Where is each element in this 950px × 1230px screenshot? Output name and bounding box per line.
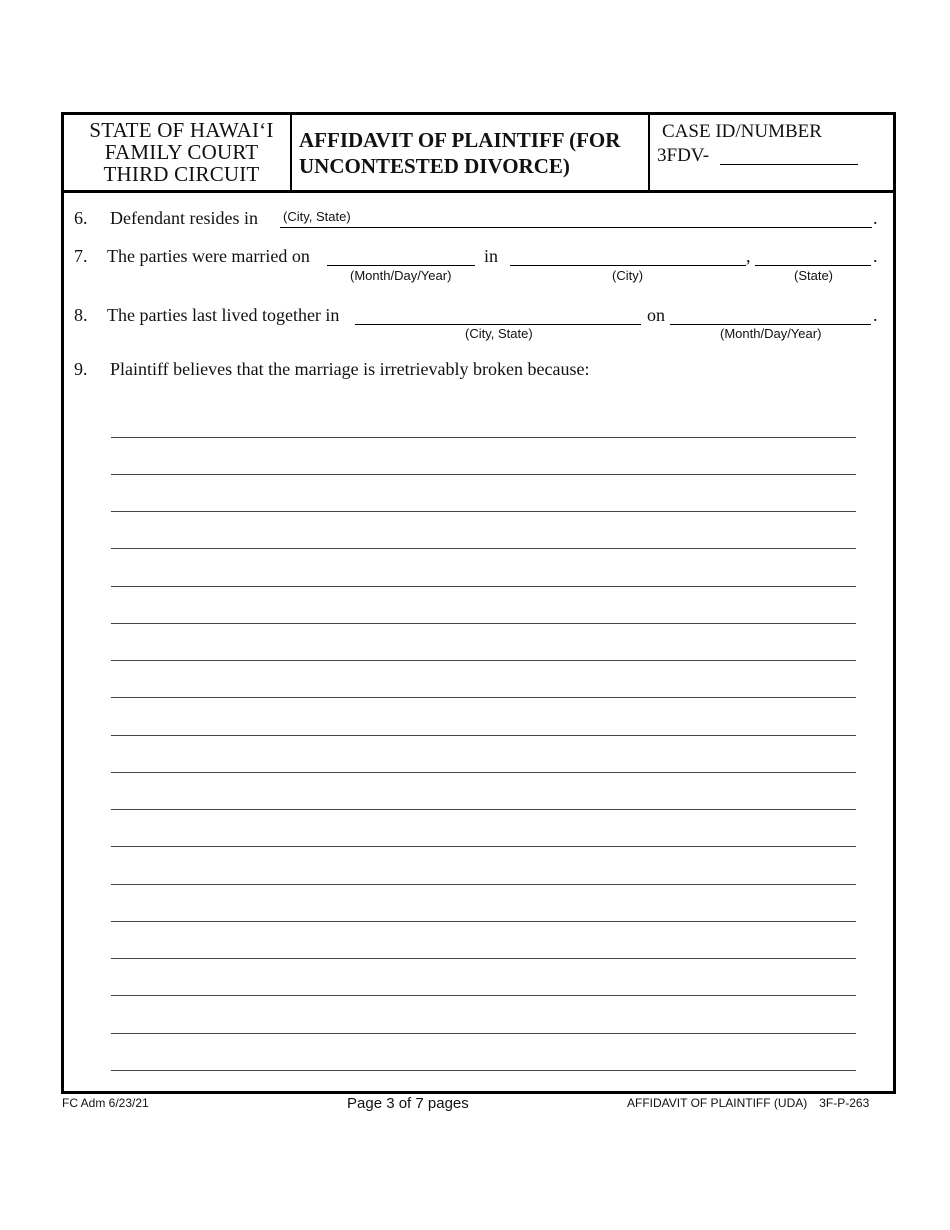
reason-writing-line[interactable] — [111, 623, 856, 624]
reason-writing-line[interactable] — [111, 548, 856, 549]
reason-writing-line[interactable] — [111, 846, 856, 847]
marriage-date-sublabel: (Month/Day/Year) — [350, 268, 452, 283]
case-number-label: CASE ID/NUMBER — [662, 121, 822, 142]
marriage-city-sublabel: (City) — [612, 268, 644, 283]
item-7-text: The parties were married on — [107, 246, 310, 266]
period: . — [873, 246, 878, 266]
item-number: 6. — [74, 208, 88, 228]
reason-writing-line[interactable] — [111, 884, 856, 885]
form-code: 3F-P-263 — [819, 1096, 870, 1110]
header-column-divider — [648, 115, 650, 190]
reason-writing-line[interactable] — [111, 735, 856, 736]
item-number: 8. — [74, 305, 88, 325]
item-9-text: Plaintiff believes that the marriage is irretrievably broken because: — [110, 359, 590, 379]
court-circuit: THIRD CIRCUIT — [103, 162, 260, 186]
marriage-city-field[interactable] — [510, 265, 746, 266]
reason-writing-line[interactable] — [111, 511, 856, 512]
marriage-date-field[interactable] — [327, 265, 475, 266]
form-short-title: AFFIDAVIT OF PLAINTIFF (UDA) — [627, 1096, 808, 1110]
court-name — [74, 119, 289, 185]
header-divider — [64, 190, 893, 193]
reason-writing-line[interactable] — [111, 697, 856, 698]
court-state: STATE OF HAWAI‘I — [89, 118, 274, 142]
reason-writing-line[interactable] — [111, 660, 856, 661]
form-revision: FC Adm 6/23/21 — [62, 1096, 149, 1110]
separation-date-sublabel: (Month/Day/Year) — [720, 326, 822, 341]
comma: , — [746, 246, 751, 266]
defendant-residence-field[interactable] — [280, 227, 872, 228]
form-title-line: UNCONTESTED DIVORCE) — [299, 154, 570, 178]
form-id — [627, 1096, 869, 1110]
on-text: on — [647, 305, 665, 325]
reason-writing-line[interactable] — [111, 995, 856, 996]
period: . — [873, 208, 878, 228]
separation-date-field[interactable] — [670, 324, 871, 325]
reason-writing-line[interactable] — [111, 1033, 856, 1034]
form-title — [299, 127, 644, 179]
page-number: Page 3 of 7 pages — [347, 1095, 469, 1112]
reason-writing-line[interactable] — [111, 1070, 856, 1071]
marriage-state-field[interactable] — [755, 265, 871, 266]
period: . — [873, 305, 878, 325]
reason-writing-line[interactable] — [111, 586, 856, 587]
item-number: 9. — [74, 359, 88, 379]
case-number-prefix: 3FDV- — [657, 145, 710, 166]
reason-writing-line[interactable] — [111, 474, 856, 475]
item-6-text: Defendant resides in — [110, 208, 258, 228]
reason-writing-line[interactable] — [111, 772, 856, 773]
reason-writing-line[interactable] — [111, 437, 856, 438]
reason-writing-line[interactable] — [111, 921, 856, 922]
last-residence-field[interactable] — [355, 324, 641, 325]
in-text: in — [484, 246, 499, 266]
item-8-text: The parties last lived together in — [107, 305, 340, 325]
form-title-line: AFFIDAVIT OF PLAINTIFF (FOR — [299, 128, 621, 152]
item-number: 7. — [74, 246, 88, 266]
header-column-divider — [290, 115, 292, 190]
reason-writing-line[interactable] — [111, 809, 856, 810]
court-type: FAMILY COURT — [104, 140, 259, 164]
reason-writing-line[interactable] — [111, 958, 856, 959]
case-number-field[interactable] — [720, 164, 858, 165]
residence-sublabel: (City, State) — [283, 209, 351, 224]
last-residence-sublabel: (City, State) — [465, 326, 533, 341]
marriage-state-sublabel: (State) — [794, 268, 834, 283]
